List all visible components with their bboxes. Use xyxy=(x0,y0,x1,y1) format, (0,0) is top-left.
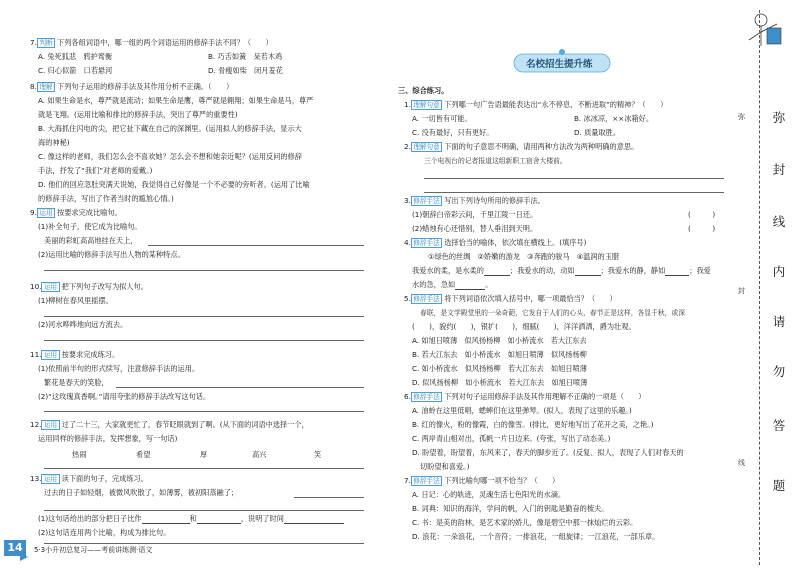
page-number: 14 xyxy=(4,540,26,556)
left-q10-s1: (1)柳树在春风里摇摆。 xyxy=(38,296,113,305)
seal-small-char: 封 xyxy=(738,287,745,295)
fill-blank[interactable] xyxy=(142,523,190,524)
left-q9-s2: 美丽的彩虹高高地挂在天上， xyxy=(44,236,138,245)
left-q8-stem: 8. 理解 下列句子运用的修辞手法及其作用分析不正确。（ ） xyxy=(30,82,234,91)
answer-paren[interactable]: ( ) xyxy=(688,210,716,219)
answer-line[interactable] xyxy=(44,510,364,511)
answer-line[interactable] xyxy=(44,316,364,317)
left-q7-a: A. 兔死狐悲 鸦护鸾衡 xyxy=(38,52,113,61)
right-q7-stem: 7. 修辞手法 下列比喻句哪一项不恰当？（ ） xyxy=(404,476,560,485)
student-mascot-icon xyxy=(737,6,797,66)
right-q6-d1: D. 盼望着，盼望着，东风来了，春天的脚步近了。(反复、拟人，表现了人们对春天的 xyxy=(412,448,684,457)
tag-badge: 运用 xyxy=(41,474,59,484)
seal-char: 题 xyxy=(772,478,786,493)
fill-blank[interactable] xyxy=(665,275,689,276)
right-q3-stem: 3. 修辞手法 写出下列诗句所用的修辞手法。 xyxy=(404,196,545,205)
left-q8-l7: D. 他们的回应忽肚突满天说她，我觉得自己好像是一个不必要的旁听者。(运用了比喻 xyxy=(38,180,310,189)
right-q3-s2: (2)蜡烛有心还惜别，替人垂泪到天明。 xyxy=(412,224,538,233)
left-q13-l1: 过去的日子如轻烟，被微风吹散了，如薄雾，被初阳蒸融了； xyxy=(44,488,239,497)
left-q13-l2: (1)这句话给出的部分把日子比作 和 ，说明了时间 xyxy=(38,514,344,524)
left-q9-stem: 9. 运用 按要求完成比喻句。 xyxy=(30,208,122,217)
page-corner-icon xyxy=(20,553,28,561)
seal-char: 答 xyxy=(772,418,786,433)
answer-line[interactable] xyxy=(148,245,364,246)
right-q1-b: B. 冰冰凉，××冰箱好。 xyxy=(574,114,654,123)
answer-line[interactable] xyxy=(44,411,364,412)
seal-char: 内 xyxy=(772,264,786,279)
left-q11-stem: 11. 运用 按要求完成练习。 xyxy=(30,350,120,359)
left-q11-s1: (1)依照前半句的形式续写，注意修辞手法的运用。 xyxy=(38,364,200,373)
right-q6-d2: 切盼望和喜爱。) xyxy=(420,462,470,471)
left-q12-l1: 12. 运用 过了二十三，大家就更忙了，春节眨眼就到了啊。(从下面的词语中选择一个， xyxy=(30,420,309,429)
left-q13-stem: 13. 运用 读下面的句子，完成练习。 xyxy=(30,474,148,483)
seal-small-char: 弥 xyxy=(738,113,745,121)
right-q1-d: D. 质量取胜。 xyxy=(574,128,621,137)
fill-blank[interactable] xyxy=(284,523,344,524)
left-q7-d: D. 骨瘦如柴 闭月羞花 xyxy=(208,66,283,75)
right-q4-l1: 我爱水的柔，是水柔的 ；我爱水的动，动如 ；我爱水的静，静如 ；我爱 xyxy=(412,266,711,275)
fill-blank[interactable] xyxy=(455,289,485,290)
section-heading: 三、综合练习。 xyxy=(398,86,449,95)
tag-badge: 修辞手法 xyxy=(411,476,442,486)
right-q5-stem: 5. 修辞手法 将下列词语依次填入括号中，哪一项最恰当？（ ） xyxy=(404,294,617,303)
right-q1-c: C. 没有最好，只有更好。 xyxy=(412,128,494,137)
right-q7-a: A. 日记：心的轨迹，灵魂生活七色阳光的水滴。 xyxy=(412,490,566,499)
tag-badge: 判断 xyxy=(37,38,55,48)
left-q11-s3: (2)“这玫瑰真香啊。”请用夸张的修辞手法改写这句话。 xyxy=(38,392,211,401)
right-q6-c: C. 两岸青山相对出，孤帆一片日边来。(夸张，写出了动态美。) xyxy=(412,434,611,443)
left-q11-s2: 繁花是春天的笑脸， xyxy=(44,378,109,387)
fill-blank[interactable] xyxy=(484,275,510,276)
left-q8-l6: 手法，抒发了“我们”对老师的爱戴。) xyxy=(38,166,153,175)
right-q7-d: D. 浪花：一朵浪花，一个音符；一排浪花，一组旋律；一江浪花，一部乐章。 xyxy=(412,532,660,541)
right-q6-b: B. 红的像火，粉的像霞，白的像雪。(排比，更好地写出了花开之美，之艳。) xyxy=(412,420,654,429)
tag-badge: 修辞手法 xyxy=(411,294,442,304)
banner xyxy=(512,48,612,76)
answer-line[interactable] xyxy=(44,340,364,341)
tag-badge: 运用 xyxy=(37,208,55,218)
answer-line[interactable] xyxy=(424,192,724,193)
answer-line[interactable] xyxy=(424,178,724,179)
fill-blank[interactable] xyxy=(197,523,241,524)
tag-badge: 修辞手法 xyxy=(411,196,442,206)
seal-dashed-line xyxy=(759,10,760,565)
right-q4-l2: 水的急，急如 。 xyxy=(412,280,493,289)
seal-char: 勿 xyxy=(772,364,786,379)
left-q10-stem: 10. 运用 把下列句子改写为拟人句。 xyxy=(30,282,148,291)
tag-badge: 理解 xyxy=(37,82,55,92)
tag-badge: 修辞手法 xyxy=(411,238,442,248)
word-option: 笑 xyxy=(314,450,322,459)
left-q8-l1: A. 如果生命是水，尊严就是流动；如果生命是鹰，尊严就是翱翔；如果生命是马，尊严 xyxy=(38,96,314,105)
right-q2-sentence: 三个电视台的记者报道这组新职工宿舍大楼前。 xyxy=(424,157,567,165)
fill-blank[interactable] xyxy=(575,275,601,276)
footer-text: 5·3小升初总复习——考前讲练测·语文 xyxy=(34,546,153,554)
left-q8-l8: 的修辞手法，写出了作者当时的尴尬心情。) xyxy=(38,194,174,203)
right-q5-b: B. 若大江东去 如小桥流水 如旭日喷薄 似风扬杨柳 xyxy=(412,350,587,359)
word-option: 热闹 xyxy=(72,450,87,459)
tag-badge: 运用 xyxy=(41,420,59,430)
right-q4-options: ①绿色的丝绸 ②娇嫩的游龙 ③奔跑的骏马 ④温润的玉腊 xyxy=(428,252,620,261)
banner-title: 名校招生提升练 xyxy=(526,59,593,70)
right-q5-l1: 春联，是文学殿堂里的一朵奇葩，它发自于人们的心头，春节正是这样，各显千秋，或深 xyxy=(420,309,686,317)
answer-line[interactable] xyxy=(44,270,364,271)
answer-line[interactable] xyxy=(116,387,364,388)
right-q3-s1: (1)朝辞白帝彩云间，千里江陵一日还。 xyxy=(412,210,538,219)
left-q8-l5: C. 像这样的老师，我们怎么会不喜欢她？怎么会不想和她亲近呢？(运用反问的修辞 xyxy=(38,152,302,161)
right-q1-stem: 1. 理解句意 下列哪一句广告语最能表达出“永不停息，不断进取”的精神？（ ） xyxy=(404,100,668,109)
tag-badge: 运用 xyxy=(41,350,59,360)
left-q8-l4: 海的神秘) xyxy=(38,138,70,147)
right-q1-a: A. 一切皆有可能。 xyxy=(412,114,472,123)
answer-paren[interactable]: ( ) xyxy=(688,224,716,233)
seal-char: 弥 xyxy=(772,110,786,125)
left-q9-s1: (1)补全句子，使它成为比喻句。 xyxy=(38,222,142,231)
word-option: 厚 xyxy=(200,450,208,459)
tag-badge: 运用 xyxy=(41,282,59,292)
right-q5-d: D. 似风扬杨柳 如小桥流水 若大江东去 如旭日喷薄 xyxy=(412,378,588,387)
word-option: 希望 xyxy=(136,450,151,459)
answer-line[interactable] xyxy=(294,497,364,498)
word-option: 高兴 xyxy=(252,450,267,459)
left-q7-b: B. 巧舌如簧 呆若木鸡 xyxy=(208,52,283,61)
right-q7-b: B. 词典：知识的海洋，学问的帆，入门的钥匙是勤奋的梳夫。 xyxy=(412,504,609,513)
left-q8-l2: 就是飞翔。(运用比喻和排比的修辞手法，突出了尊严的重要性) xyxy=(38,110,238,119)
tag-badge: 理解句意 xyxy=(411,142,442,152)
left-q9-s3: (2)运用比喻的修辞手法写出人物的某种特点。 xyxy=(38,250,185,259)
answer-line[interactable] xyxy=(44,468,364,469)
seal-small-char: 线 xyxy=(738,459,745,467)
left-q12-l2: 运用同样的修辞手法，发挥想象，写一句话) xyxy=(38,434,178,443)
seal-char: 封 xyxy=(772,162,786,177)
right-q6-stem: 6. 修辞手法 下列对句子运用修辞手法及其作用理解不正确的一项是（ ） xyxy=(404,392,646,401)
right-q2-stem: 2. 理解句意 下面的句子意思不明确，请用两种方法改为两种明确的意思。 xyxy=(404,142,639,151)
tag-badge: 理解句意 xyxy=(411,100,442,110)
right-q7-c: C. 书：是美的韵林，是艺术家的娇儿，像是碧空中那一抹灿烂的云彩。 xyxy=(412,518,638,527)
left-q7-stem: 7. 判断 下列各组词语中，哪一组的两个词语运用的修辞手法不同？（ ） xyxy=(30,38,273,47)
answer-line[interactable] xyxy=(44,543,364,544)
left-q10-s2: (2)河水哗哗地向远方流去。 xyxy=(38,320,128,329)
left-q13-l3: (2)这句话连用两个比喻，构成为排比句。 xyxy=(38,528,171,537)
right-q4-stem: 4. 修辞手法 选择恰当的喻体，依次填在横线上。(填序号) xyxy=(404,238,587,247)
right-q5-c: C. 如小桥流水 似风扬杨柳 若大江东去 如旭日喷薄 xyxy=(412,364,587,373)
right-q6-a: A. 油蛉在这里低唱，蟋蟀们在这里弹琴。(拟人，表现了这里的乐趣。) xyxy=(412,406,632,415)
seal-char: 线 xyxy=(772,214,786,229)
tag-badge: 修辞手法 xyxy=(411,392,442,402)
left-q7-c: C. 归心似箭 口若悬河 xyxy=(38,66,113,75)
seal-char: 请 xyxy=(772,314,786,329)
right-q5-l2: ( )，貌约( )，银扩( )，细腻( )，洋洋洒洒，爵为壮观。 xyxy=(412,322,636,331)
right-q5-a: A. 如旭日喷薄 似风扬杨柳 如小桥流水 若大江东去 xyxy=(412,336,587,345)
left-q8-l3: B. 大海抓住闪电的尖，把它扯下藏在自己的深渊里。(运用拟人的修辞手法，显示大 xyxy=(38,124,302,133)
